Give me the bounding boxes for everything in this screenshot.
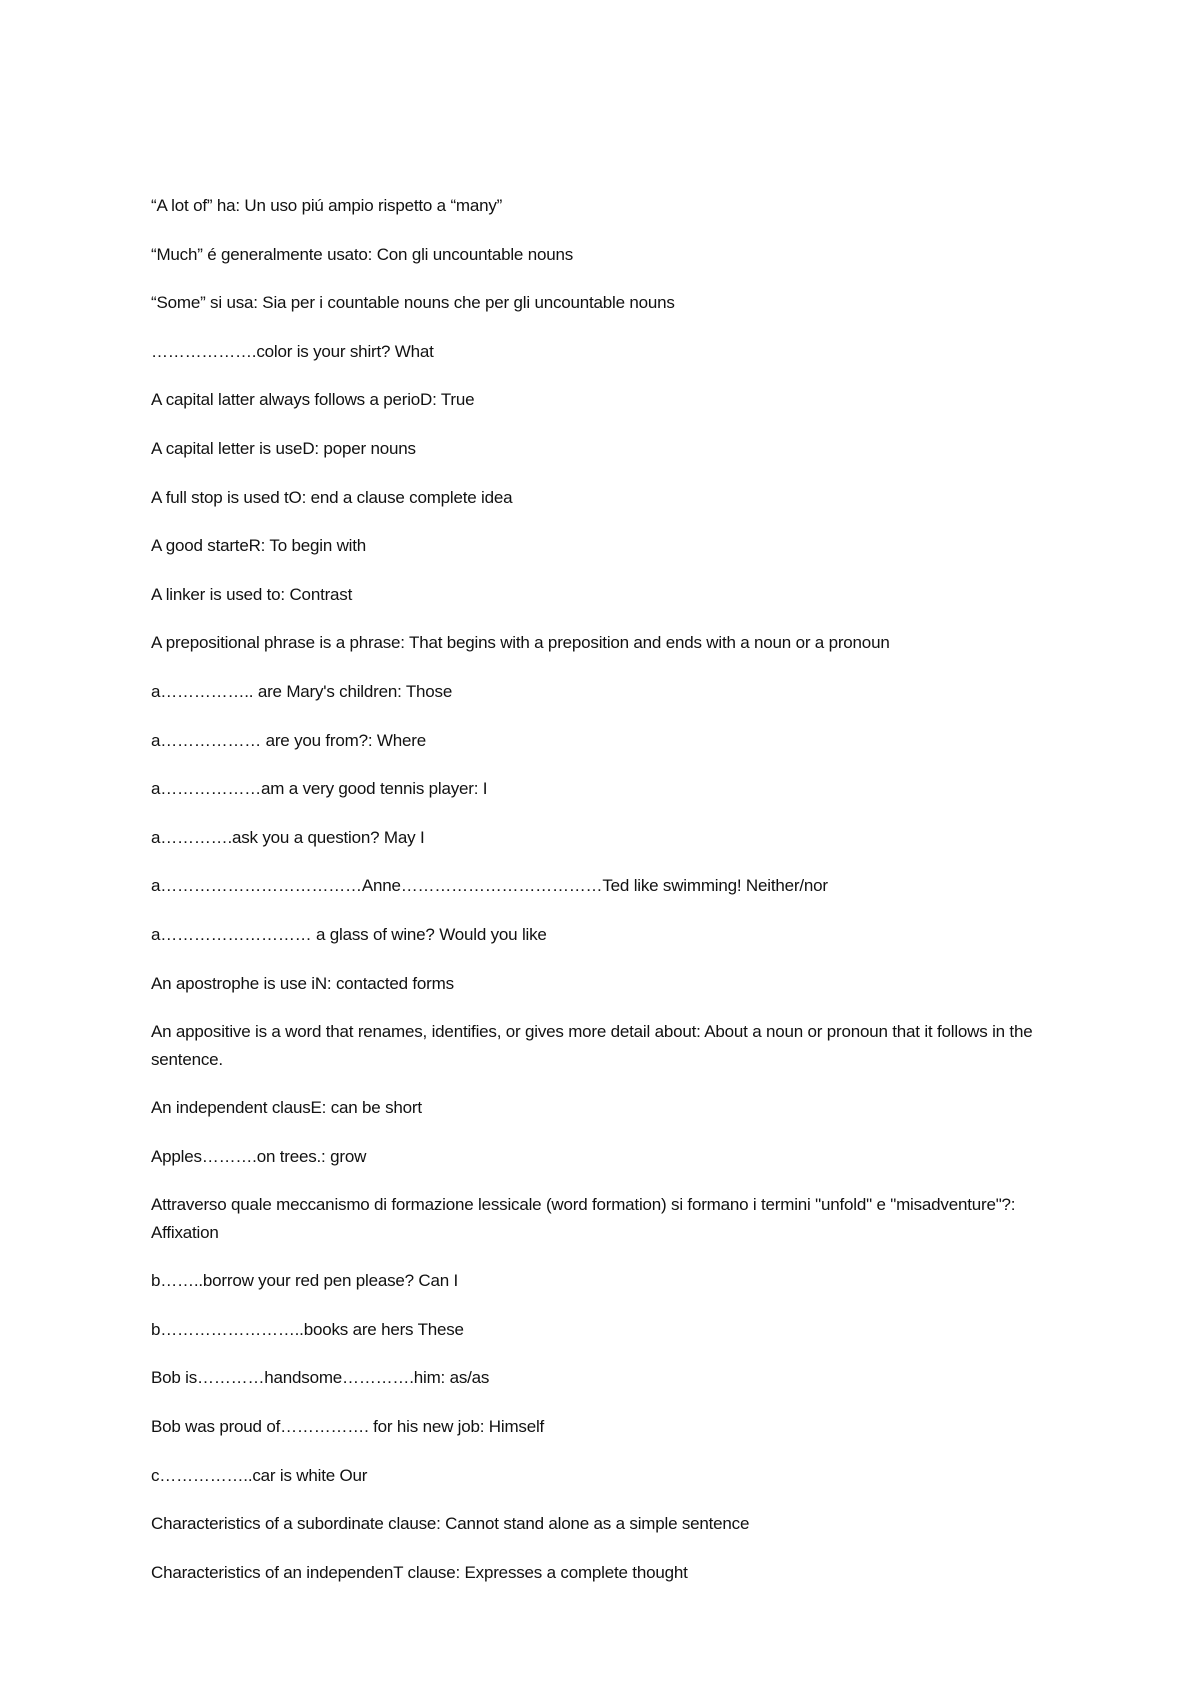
- text-line: A good starteR: To begin with: [151, 536, 367, 556]
- text-line: Characteristics of a subordinate clause: Cannot stand alone as a simple sentence: [151, 1514, 750, 1534]
- text-line: “Some” si usa: Sia per i countable nouns che per gli uncountable nouns: [151, 293, 675, 313]
- text-line: An appositive is a word that renames, identifies, or gives more detail about: About a noun or pronoun that it follows in the sentence.: [151, 1022, 1033, 1070]
- text-line: “A lot of” ha: Un uso piú ampio rispetto a “many”: [151, 196, 503, 215]
- text-line: An independent clausE: can be short: [151, 1098, 422, 1118]
- text-line: a………………am a very good tennis player: I: [151, 779, 488, 799]
- text-line: b……..borrow your red pen please? Can I: [151, 1271, 459, 1291]
- text-line: a……………… are you from?: Where: [151, 730, 426, 750]
- text-line: “Much” é generalmente usato: Con gli uncountable nouns: [151, 244, 574, 264]
- text-line: A capital letter is useD: poper nouns: [151, 438, 416, 458]
- text-line: a……………………… a glass of wine? Would you like: [151, 924, 547, 944]
- text-line: Bob is…………handsome………….him: as/as: [151, 1368, 490, 1388]
- text-line: A full stop is used tO: end a clause complete idea: [151, 487, 513, 507]
- text-line: a………………………………Anne………………………………Ted like swimming! Neither/nor: [151, 876, 828, 896]
- text-line: a…………….. are Mary's children: Those: [151, 681, 453, 701]
- text-line: ……………….color is your shirt? What: [151, 341, 434, 361]
- text-line: Bob was proud of……………. for his new job: Himself: [151, 1417, 545, 1437]
- text-line: c……………..car is white Our: [151, 1465, 368, 1485]
- text-line: A linker is used to: Contrast: [151, 584, 353, 604]
- text-line: Apples……….on trees.: grow: [151, 1146, 367, 1166]
- text-line: a………….ask you a question? May I: [151, 827, 425, 847]
- text-line: Attraverso quale meccanismo di formazione lessicale (word formation) si formano i termini "unfold" e "misadventure"?: Affixation: [151, 1195, 1016, 1243]
- document-body: [151, 192, 1056, 1607]
- text-line: Characteristics of an independenT clause: Expresses a complete thought: [151, 1562, 688, 1582]
- text-line: A prepositional phrase is a phrase: That begins with a preposition and ends with a noun or a pronoun: [151, 633, 890, 653]
- text-line: b……………………..books are hers These: [151, 1319, 464, 1339]
- text-line: A capital latter always follows a perioD: True: [151, 390, 475, 410]
- text-line: An apostrophe is use iN: contacted forms: [151, 973, 454, 993]
